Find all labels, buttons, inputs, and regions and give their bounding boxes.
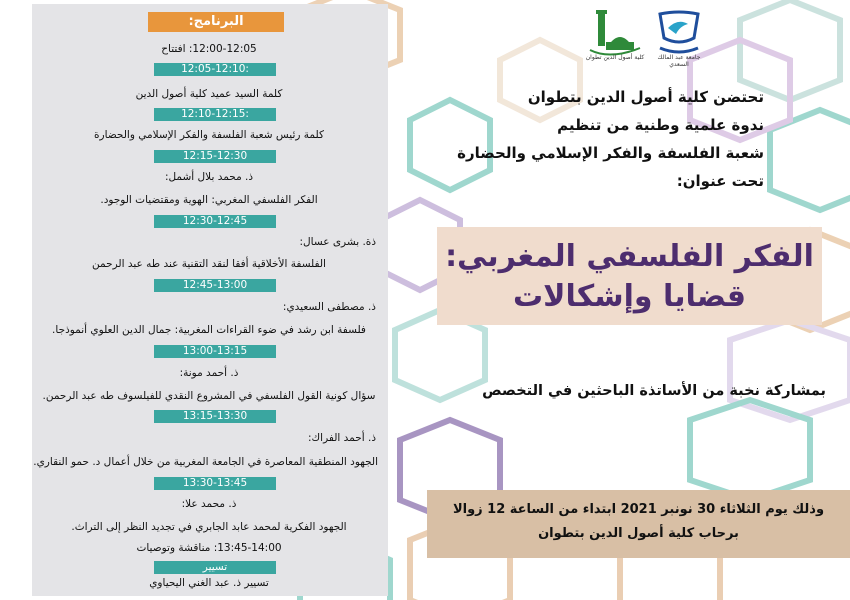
program-panel — [32, 4, 388, 596]
date-box — [427, 490, 850, 558]
headline-event: ندوة علمية وطنية من تنظيم — [557, 116, 764, 134]
program-line: كلمة رئيس شعبة الفلسفة والفكر الإسلامي والحضارة — [94, 129, 324, 141]
event-title-line2: قضايا وإشكالات — [512, 279, 747, 314]
program-line: 12:00-12:05: افتتاح — [161, 43, 257, 55]
time-slot: 12:30-12:45 — [154, 215, 276, 228]
time-slot: 12:45-13:00 — [154, 279, 276, 292]
title-box — [437, 227, 822, 325]
program-line: كلمة السيد عميد كلية أصول الدين — [135, 88, 283, 100]
headline-organizer: شعبة الفلسفة والفكر الإسلامي والحضارة — [457, 144, 764, 162]
talk-title: فلسفة ابن رشد في ضوء القراءات المغربية: جمال الدين العلوي أنموذجا. — [52, 324, 366, 336]
university-logo-caption: جامعة عبد المالك السعدي — [657, 54, 701, 68]
faculty-logo — [580, 8, 650, 66]
talk-title: الجهود الفكرية لمحمد عابد الجابري في تجديد النظر إلى التراث. — [71, 521, 347, 533]
bird-icon — [654, 8, 704, 56]
speaker-name: ذة. بشرى عسال: — [299, 236, 376, 248]
university-logo — [654, 8, 704, 68]
talk-title: الفكر الفلسفي المغربي: الهوية ومقتضيات الوجود. — [100, 194, 318, 206]
participation-text: بمشاركة نخبة من الأساتذة الباحثين في التخصص — [482, 383, 826, 399]
speaker-name: ذ. أحمد مونة: — [179, 367, 239, 379]
talk-title: الفلسفة الأخلاقية أفقا لنقد التقنية عند طه عبد الرحمن — [92, 258, 326, 270]
event-title-line1: الفكر الفلسفي المغربي: — [445, 239, 814, 274]
moderator-line: تسيير ذ. عبد الغني اليحياوي — [149, 577, 269, 589]
time-slot: 13:30-13:45 — [154, 477, 276, 490]
time-slot: 13:15-13:30 — [154, 410, 276, 423]
time-slot: تسيير — [154, 561, 276, 574]
time-slot: 12:15-12:30 — [154, 150, 276, 163]
time-slot: 13:00-13:15 — [154, 345, 276, 358]
time-slot: 12:10-12:15: — [154, 108, 276, 121]
speaker-name: ذ. مصطفى السعيدي: — [282, 301, 376, 313]
time-slot: 12:05-12:10: — [154, 63, 276, 76]
faculty-logo-caption: كلية أصول الدين تطوان — [585, 54, 645, 61]
headline-host: تحتضن كلية أصول الدين بتطوان — [527, 88, 764, 106]
talk-title: سؤال كونية القول الفلسفي في المشروع النقدي للفيلسوف طه عبد الرحمن. — [42, 390, 376, 402]
speaker-name: ذ. محمد بلال أشمل: — [164, 171, 254, 183]
speaker-name: ذ. أحمد الفراك: — [307, 432, 376, 444]
venue-line: برحاب كلية أصول الدين بتطوان — [538, 526, 739, 541]
speaker-name: ذ. محمد علا: — [181, 498, 237, 510]
program-title: البرنامج: — [148, 12, 284, 32]
talk-title: الجهود المنطقية المعاصرة في الجامعة المغربية من خلال أعمال د. حمو النقاري. — [33, 456, 378, 468]
program-line: 13:45-14:00: مناقشة وتوصيات — [136, 542, 282, 554]
headline-title-intro: تحت عنوان: — [676, 172, 764, 190]
date-time-line: وذلك يوم الثلاثاء 30 نونبر 2021 ابتداء من الساعة 12 زوالا — [452, 502, 825, 517]
